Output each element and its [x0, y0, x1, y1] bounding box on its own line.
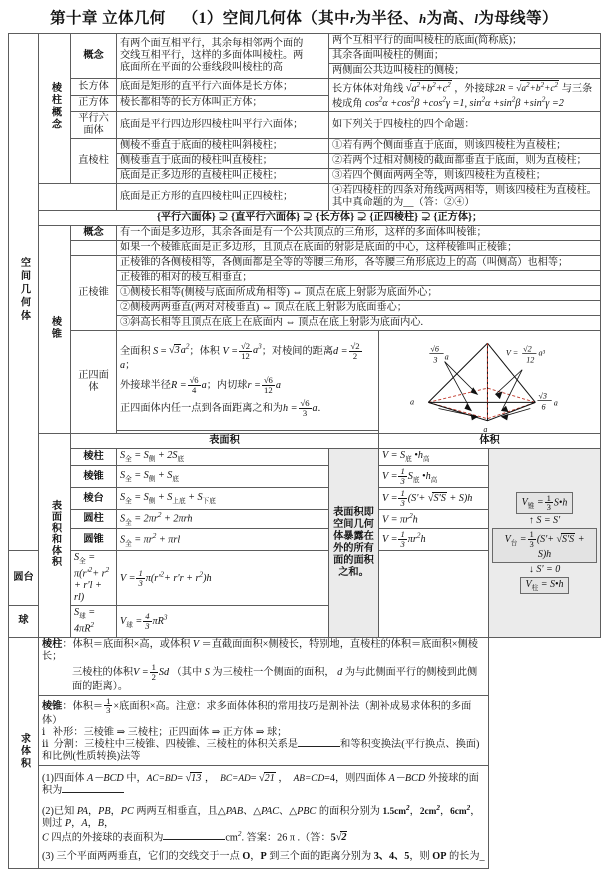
area-row-name-2: 棱台	[71, 488, 117, 510]
root-label-text: 空间几何体	[18, 257, 30, 323]
volume-prism-note: 棱柱：体积＝底面积×高，或体积 V ＝直截面面积×侧棱长，特别地，直棱柱的体积＝底面积×侧棱长； 三棱柱的体积V = $\frac{1}{2}$ Sd （其中 S 为三棱柱一个侧面的面积， d 为与此侧面平行的侧棱到此侧面的距离）。	[39, 637, 489, 695]
table-row	[9, 226, 601, 241]
area-row-name-6: 球	[9, 606, 39, 637]
section-label-areas-text: 表面积和体积	[49, 499, 61, 568]
svg-text:3: 3	[433, 356, 438, 366]
svg-text:12: 12	[526, 356, 535, 366]
tetrahedron-label: 正四面 体	[71, 331, 117, 434]
area-row-name-5: 圆台	[9, 551, 39, 606]
prism-prop-4-text: ④若四棱柱的四条对角线两两相等，则该四棱柱为直棱柱。	[332, 185, 597, 197]
area-row-volume-6: $V_球$ = $\frac{4}{3}$ $\pi R^3$	[117, 606, 329, 637]
prism-concept-label: 概念	[71, 34, 117, 79]
section-label-prism	[39, 34, 71, 184]
pyramid-reg-1: 如果一个棱锥底面是正多边形，且顶点在底面的射影是底面的中心，这样棱锥叫正棱锥；	[117, 241, 601, 256]
section-label-pyramid	[39, 226, 71, 434]
area-row-surface-5: $S_全 = \pi(r'^2+ r^2 + r'l + rl)$	[71, 551, 117, 606]
volume-pyramid-note: 棱锥：体积＝ $\frac{1}{3}$ ×底面积×高。注意：求多面体体积的常用技巧是割补法（割补成易求体积的多面体） ⅰ 补形：三棱锥 ⇒ 三棱柱；正四面体 ⇒ 正方体 ⇒ 球； ⅱ 分割：三棱柱中三棱锥、四棱锥、三棱柱的体积关系是 和等积变换法(平行换点、换面)和比例(性质转换)法等	[39, 695, 489, 765]
area-row-volume-4: V = $\frac{1}{3}$ $\pi r^2h$	[379, 529, 489, 551]
area-row-surface-6: $S_球 = 4\pi R^2$	[71, 606, 117, 637]
prism-right-2: 其余各面叫棱柱的侧面；	[329, 49, 601, 64]
regular-prism-text: 底面是正多边形的直棱柱叫正棱柱；	[117, 169, 329, 184]
relation-box-prism: $V_柱$ = S•h	[520, 577, 570, 595]
relation-box-frustum: $V_台$ = $\frac{1}{3}$ (S'+ √S'S + S)h	[492, 528, 597, 563]
table-row	[9, 695, 601, 765]
prism-right-3: 两侧面公共边叫棱柱的侧棱；	[329, 64, 601, 79]
tetrahedron-svg	[379, 331, 600, 433]
pyramid-reg-3: 正棱锥的相对的棱互相垂直；	[117, 271, 601, 286]
section-label-pyramid-text: 棱锥	[49, 315, 61, 340]
header-surface-area: 表面积	[71, 434, 379, 449]
diagram-label-1: √6	[430, 344, 439, 354]
section-label-volume-text: 求体积	[18, 732, 30, 770]
section-label-prism-text: 棱柱概念	[49, 82, 61, 131]
prism-prop-intro: 如下列关于四棱柱的四个命题：	[329, 111, 601, 138]
table-row	[9, 765, 601, 869]
area-row-surface-3: $S_全 = 2\pi r^2 + 2\pi rh$	[117, 509, 329, 528]
prism-concept-text: 有两个面互相平行，其余每相邻两个面的 交线互相平行，这样的多面体叫棱柱。两 底面所在平面的公垂线段叫棱柱的高	[117, 34, 329, 79]
table-row	[9, 449, 601, 466]
diagram-label-volume: V =	[505, 348, 519, 358]
pyramid-reg-5: ②侧棱两两垂直(两对对棱垂直) ⇔ 顶点在底上射影为底面垂心；	[117, 301, 601, 316]
table-row	[9, 79, 601, 95]
prism-right-1: 两个互相平行的面叫棱柱的底面(简称底)；	[329, 34, 601, 49]
cuboid-label: 长方体	[71, 79, 117, 95]
oblique-prism-text: 侧棱不垂直于底面的棱柱叫斜棱柱；	[117, 139, 329, 154]
area-row-surface-4: $S_全 = \pi r^2 + \pi rl$	[117, 529, 329, 551]
area-row-surface-0: $S_全 = S_侧 + 2S_底$	[117, 449, 329, 466]
area-row-volume-5: V = $\frac{1}{3}$ $\pi(r'^2+ r'r + r^2)h$	[117, 551, 329, 606]
square-prism-text: 底面是正方形的直四棱柱叫正四棱柱；	[117, 184, 329, 211]
table-row	[9, 34, 601, 49]
pyramid-reg-4: ①侧棱长相等(侧棱与底面所成角相等) ⇔ 顶点在底上射影为底面外心；	[117, 286, 601, 301]
prism-prop-1: ①若有两个侧面垂直于底面，则该四棱柱为直棱柱；	[329, 139, 601, 154]
tetrahedron-diagram	[379, 331, 601, 434]
question-3: (3) 三个平面两两垂直，它们的交线交于一点 O，P 到三个面的距离分别为 3、4、5，则 OP 的长为_	[42, 851, 485, 863]
relation-arrow-down: ↓ S' = 0	[528, 563, 561, 575]
svg-text:a: a	[553, 398, 558, 408]
pyramid-concept-text: 有一个面是多边形，其余各面是有一个公共顶点的三角形，这样的多面体叫棱锥；	[117, 226, 601, 241]
cuboid-text: 底面是矩形的直平行六面体是长方体；	[117, 79, 329, 95]
area-row-volume-0: $V = S_底$ $•h_高$	[379, 449, 489, 466]
section-label-volume	[9, 637, 39, 869]
cube-label: 正方体	[71, 95, 117, 111]
tetrahedron-formulas: 全面积 $S = √3a^2$；体积 V = $\frac{√2}{12}$ $a^3$；对棱间的距离d = $\frac{√2}{2}$ a； 外接球半径R = $\frac{√6}{4}$ a；内切球r = $\frac{√6}{12}$ a 正四面体内任一点到各面距离之和为h = $\frac{√6}{3}$ a.	[117, 331, 379, 431]
svg-text:6: 6	[541, 402, 546, 412]
parall-label: 平行六面体	[71, 111, 117, 138]
main-table	[8, 33, 601, 869]
question-1: (1)四面体 A－BCD 中，AC=BD= √13 ， BC=AD= √21 ， AB=CD=4，则四面体 A－BCD 外接球的面积为	[42, 772, 479, 796]
table-row	[9, 211, 601, 226]
area-row-name-3: 圆柱	[71, 509, 117, 528]
parall-text: 底面是平行四边形四棱柱叫平行六面体；	[117, 111, 329, 138]
right-prism-text: 侧棱垂直于底面的棱柱叫直棱柱；	[117, 154, 329, 169]
diagram-label-right: √3	[538, 391, 548, 401]
volume-questions	[39, 765, 489, 869]
area-row-volume-2: V = $\frac{1}{3}$ (S'+ √S'S + S)h	[379, 488, 489, 510]
header-volume: 体积	[379, 434, 601, 449]
svg-text:a³: a³	[538, 348, 545, 358]
area-row-name-4: 圆锥	[71, 529, 117, 551]
area-row-surface-1: $S_全 = S_侧 + S_底$	[117, 466, 329, 488]
relation-box-pyramid: $V_锥$ = $\frac{1}{3}$ S•h	[516, 492, 574, 515]
area-row-volume-3: $V = \pi r^2h$	[379, 509, 489, 528]
pyramid-concept-label: 概念	[71, 226, 117, 241]
svg-text:a: a	[444, 352, 449, 362]
diagram-label-bottom: a	[483, 425, 488, 434]
prism-prop-4	[329, 184, 601, 211]
pyramid-reg-2: 正棱锥的各侧棱相等，各侧面都是全等的等腰三角形，各等腰三角形底边上的高（叫侧高）也相等；	[117, 256, 601, 271]
table-row	[9, 111, 601, 138]
table-row	[9, 434, 601, 449]
prism-prop-answer: 其中真命题的为__（答：②④）	[332, 197, 475, 209]
title-chapter: 第十章 立体几何	[50, 10, 166, 27]
cube-text: 棱长都相等的长方体叫正方体；	[117, 95, 329, 111]
area-row-volume-1: V = $\frac{1}{3}$ $S_底$ $•h_高$	[379, 466, 489, 488]
table-row	[9, 139, 601, 154]
regular-pyramid-label: 正棱锥	[71, 256, 117, 331]
diagram-label-left: a	[409, 397, 415, 407]
prism-prop-3: ③若四个侧面两两全等，则该四棱柱为直棱柱；	[329, 169, 601, 184]
prism-diagonal-formula: 长方体体对角线 $√a^2+b^2+c^2$ ，外接球$2R = √a^2+b^2+c^2$ 与三条 棱成角 $\cos^2\alpha +\cos^2\beta +\cos^2\gamma =1$, $\sin^2\alpha +\sin^2\beta +\sin^2\gamma =2$	[329, 79, 601, 112]
pyramid-reg-6: ③斜高长相等且顶点在底上在底面内 ⇔ 顶点在底上射影为底面内心.	[117, 316, 601, 331]
area-row-name-1: 棱锥	[71, 466, 117, 488]
table-row	[9, 256, 601, 271]
area-row-surface-2: $S_全 = S_侧 + S_{上底} + S_{下底}$	[117, 488, 329, 510]
table-row	[9, 184, 601, 211]
prism-prop-2: ②若两个过相对侧棱的截面都垂直于底面，则为直棱柱；	[329, 154, 601, 169]
title-note: （其中r为半径、h为高、l为母线等）	[302, 10, 558, 27]
surface-area-note: 表面积即 空间几何 体暴露在 外的所有 面的面积 之和。	[329, 449, 379, 637]
section-label-areas	[39, 434, 71, 637]
root-label	[9, 34, 39, 551]
prism-chain: {平行六面体} ⊋ {直平行六面体} ⊋ {长方体} ⊋ {正四棱柱} ⊋ {正方体}；	[39, 211, 601, 226]
page-title	[0, 0, 608, 33]
right-prism-label: 直棱柱	[71, 139, 117, 184]
volume-relation-panel	[489, 449, 601, 637]
svg-text:√2: √2	[523, 344, 532, 354]
area-row-name-0: 棱柱	[71, 449, 117, 466]
table-row	[9, 241, 601, 256]
table-row	[9, 331, 601, 431]
relation-arrow-up: ↑ S = S'	[528, 515, 561, 527]
question-2: (2)已知 PA，PB，PC 两两互相垂直，且△PAB、△PAC、△PBC 的面积分别为 $1.5cm^2$，$2cm^2$，$6cm^2$，则过 P，A，B， C 四点的外接球的表面积为 $cm^2$. 答案：26 π .（答：5√2	[42, 803, 481, 844]
table-row	[9, 637, 601, 695]
title-section: （1）空间几何体	[182, 10, 303, 27]
